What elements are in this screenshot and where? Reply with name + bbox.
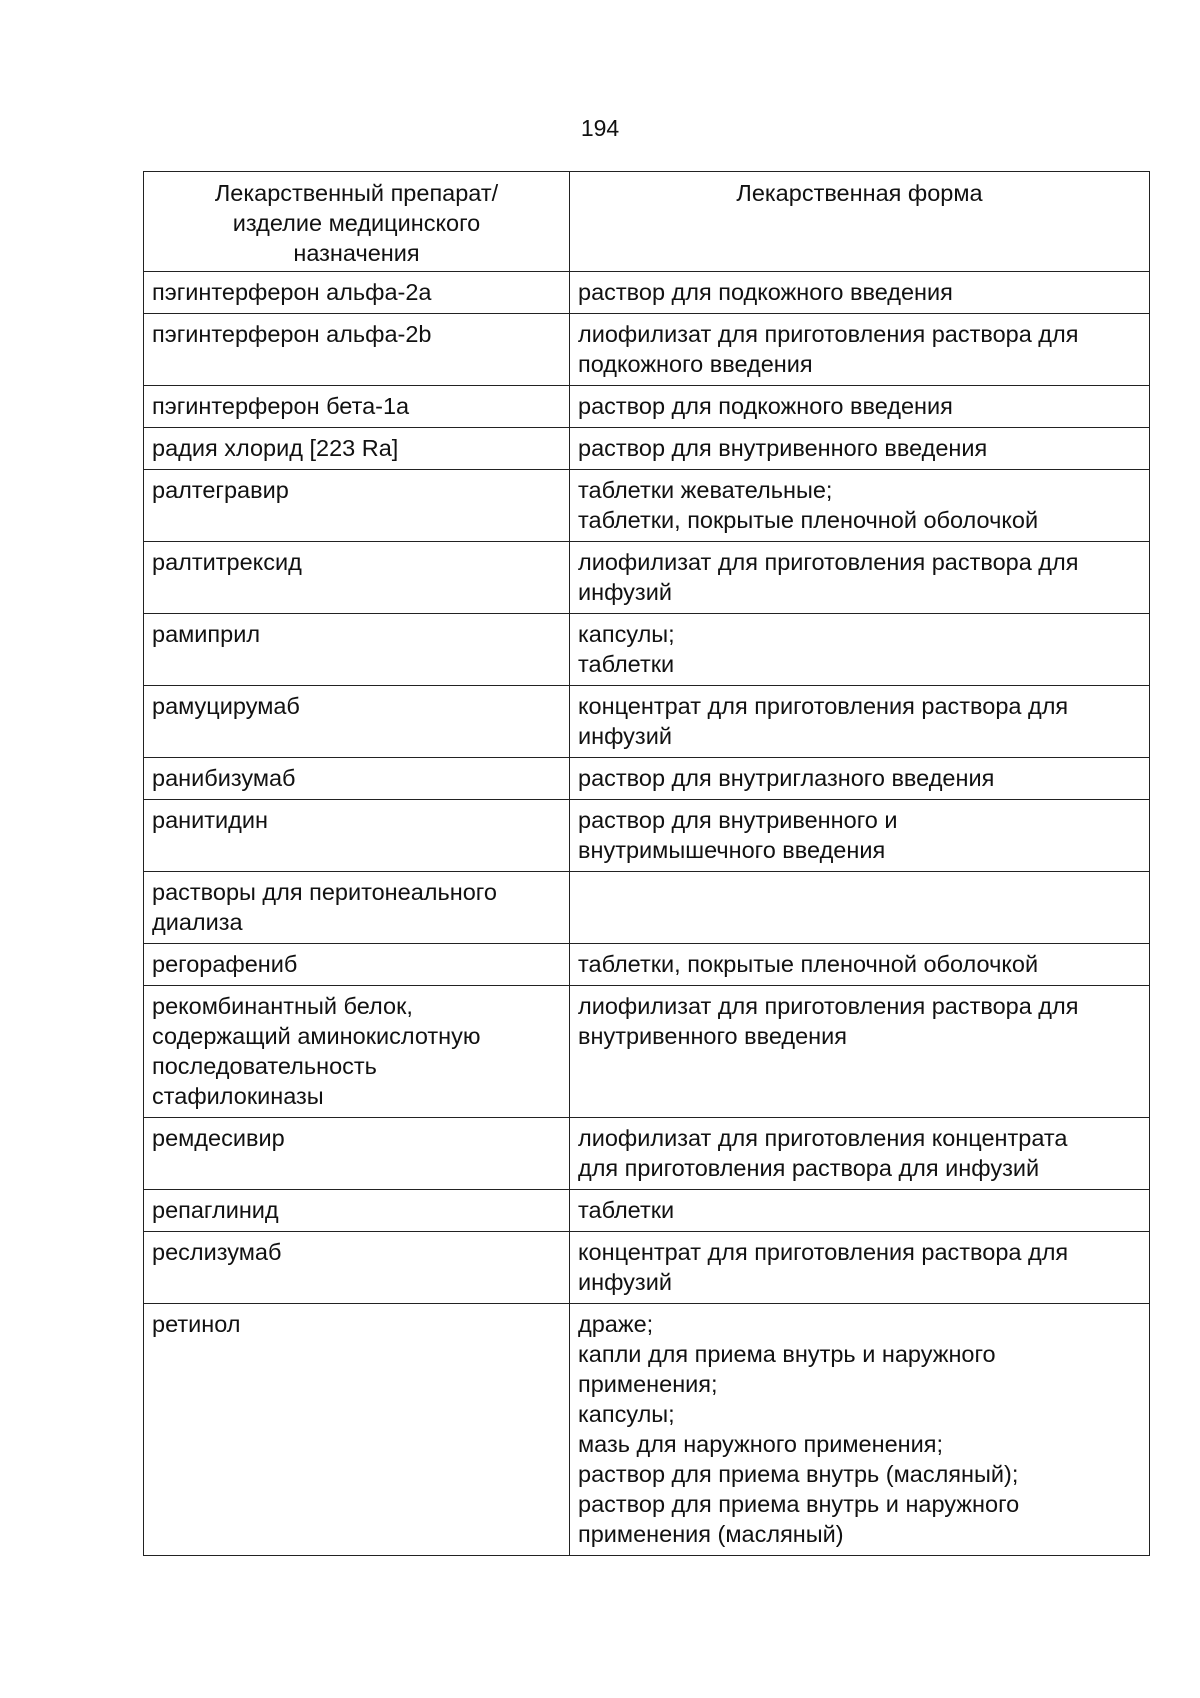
table-row: [144, 686, 1150, 758]
page-number: 194: [580, 115, 620, 141]
drug-name-cell: рамиприл: [144, 614, 570, 686]
drug-name-cell: регорафениб: [144, 944, 570, 986]
drug-table: [143, 171, 1150, 1556]
table-row: [144, 944, 1150, 986]
table-row: [144, 314, 1150, 386]
drug-name-cell: реслизумаб: [144, 1232, 570, 1304]
table-row: [144, 800, 1150, 872]
dosage-form-cell: драже; капли для приема внутрь и наружного применения; капсулы; мазь для наружного применения; раствор для приема внутрь (масляный); раствор для приема внутрь и наружного применения (масляный): [570, 1304, 1150, 1556]
drug-name-cell: растворы для перитонеального диализа: [144, 872, 570, 944]
drug-name-cell: ранитидин: [144, 800, 570, 872]
dosage-form-cell: таблетки, покрытые пленочной оболочкой: [570, 944, 1150, 986]
table-row: [144, 386, 1150, 428]
table-row: [144, 758, 1150, 800]
drug-name-cell: ретинол: [144, 1304, 570, 1556]
table-row: [144, 470, 1150, 542]
table-row: [144, 1304, 1150, 1556]
drug-name-cell: ралтегравир: [144, 470, 570, 542]
dosage-form-cell: концентрат для приготовления раствора для инфузий: [570, 1232, 1150, 1304]
table-row: [144, 428, 1150, 470]
drug-name-cell: пэгинтерферон альфа-2a: [144, 272, 570, 314]
table-header-row: [144, 172, 1150, 272]
table-row: [144, 872, 1150, 944]
drug-name-cell: ралтитрексид: [144, 542, 570, 614]
drug-name-cell: ремдесивир: [144, 1118, 570, 1190]
table-row: [144, 1118, 1150, 1190]
dosage-form-cell: таблетки: [570, 1190, 1150, 1232]
drug-name-cell: рамуцирумаб: [144, 686, 570, 758]
table-row: [144, 986, 1150, 1118]
drug-name-cell: ранибизумаб: [144, 758, 570, 800]
dosage-form-cell: таблетки жевательные; таблетки, покрытые пленочной оболочкой: [570, 470, 1150, 542]
table-row: [144, 1190, 1150, 1232]
table-row: [144, 272, 1150, 314]
dosage-form-cell: лиофилизат для приготовления раствора для инфузий: [570, 542, 1150, 614]
dosage-form-cell: [570, 872, 1150, 944]
drug-name-cell: рекомбинантный белок, содержащий аминокислотную последовательность стафилокиназы: [144, 986, 570, 1118]
header-drug: Лекарственный препарат/ изделие медицинского назначения: [144, 172, 570, 272]
drug-name-cell: радия хлорид [223 Ra]: [144, 428, 570, 470]
dosage-form-cell: раствор для подкожного введения: [570, 272, 1150, 314]
table-row: [144, 614, 1150, 686]
dosage-form-cell: концентрат для приготовления раствора для инфузий: [570, 686, 1150, 758]
drug-name-cell: пэгинтерферон бета-1a: [144, 386, 570, 428]
dosage-form-cell: раствор для внутривенного и внутримышечного введения: [570, 800, 1150, 872]
dosage-form-cell: раствор для внутриглазного введения: [570, 758, 1150, 800]
dosage-form-cell: лиофилизат для приготовления раствора для внутривенного введения: [570, 986, 1150, 1118]
table-row: [144, 542, 1150, 614]
dosage-form-cell: капсулы; таблетки: [570, 614, 1150, 686]
dosage-form-cell: раствор для подкожного введения: [570, 386, 1150, 428]
table-row: [144, 1232, 1150, 1304]
dosage-form-cell: лиофилизат для приготовления раствора для подкожного введения: [570, 314, 1150, 386]
drug-name-cell: репаглинид: [144, 1190, 570, 1232]
header-form: Лекарственная форма: [570, 172, 1150, 272]
dosage-form-cell: раствор для внутривенного введения: [570, 428, 1150, 470]
dosage-form-cell: лиофилизат для приготовления концентрата для приготовления раствора для инфузий: [570, 1118, 1150, 1190]
drug-name-cell: пэгинтерферон альфа-2b: [144, 314, 570, 386]
